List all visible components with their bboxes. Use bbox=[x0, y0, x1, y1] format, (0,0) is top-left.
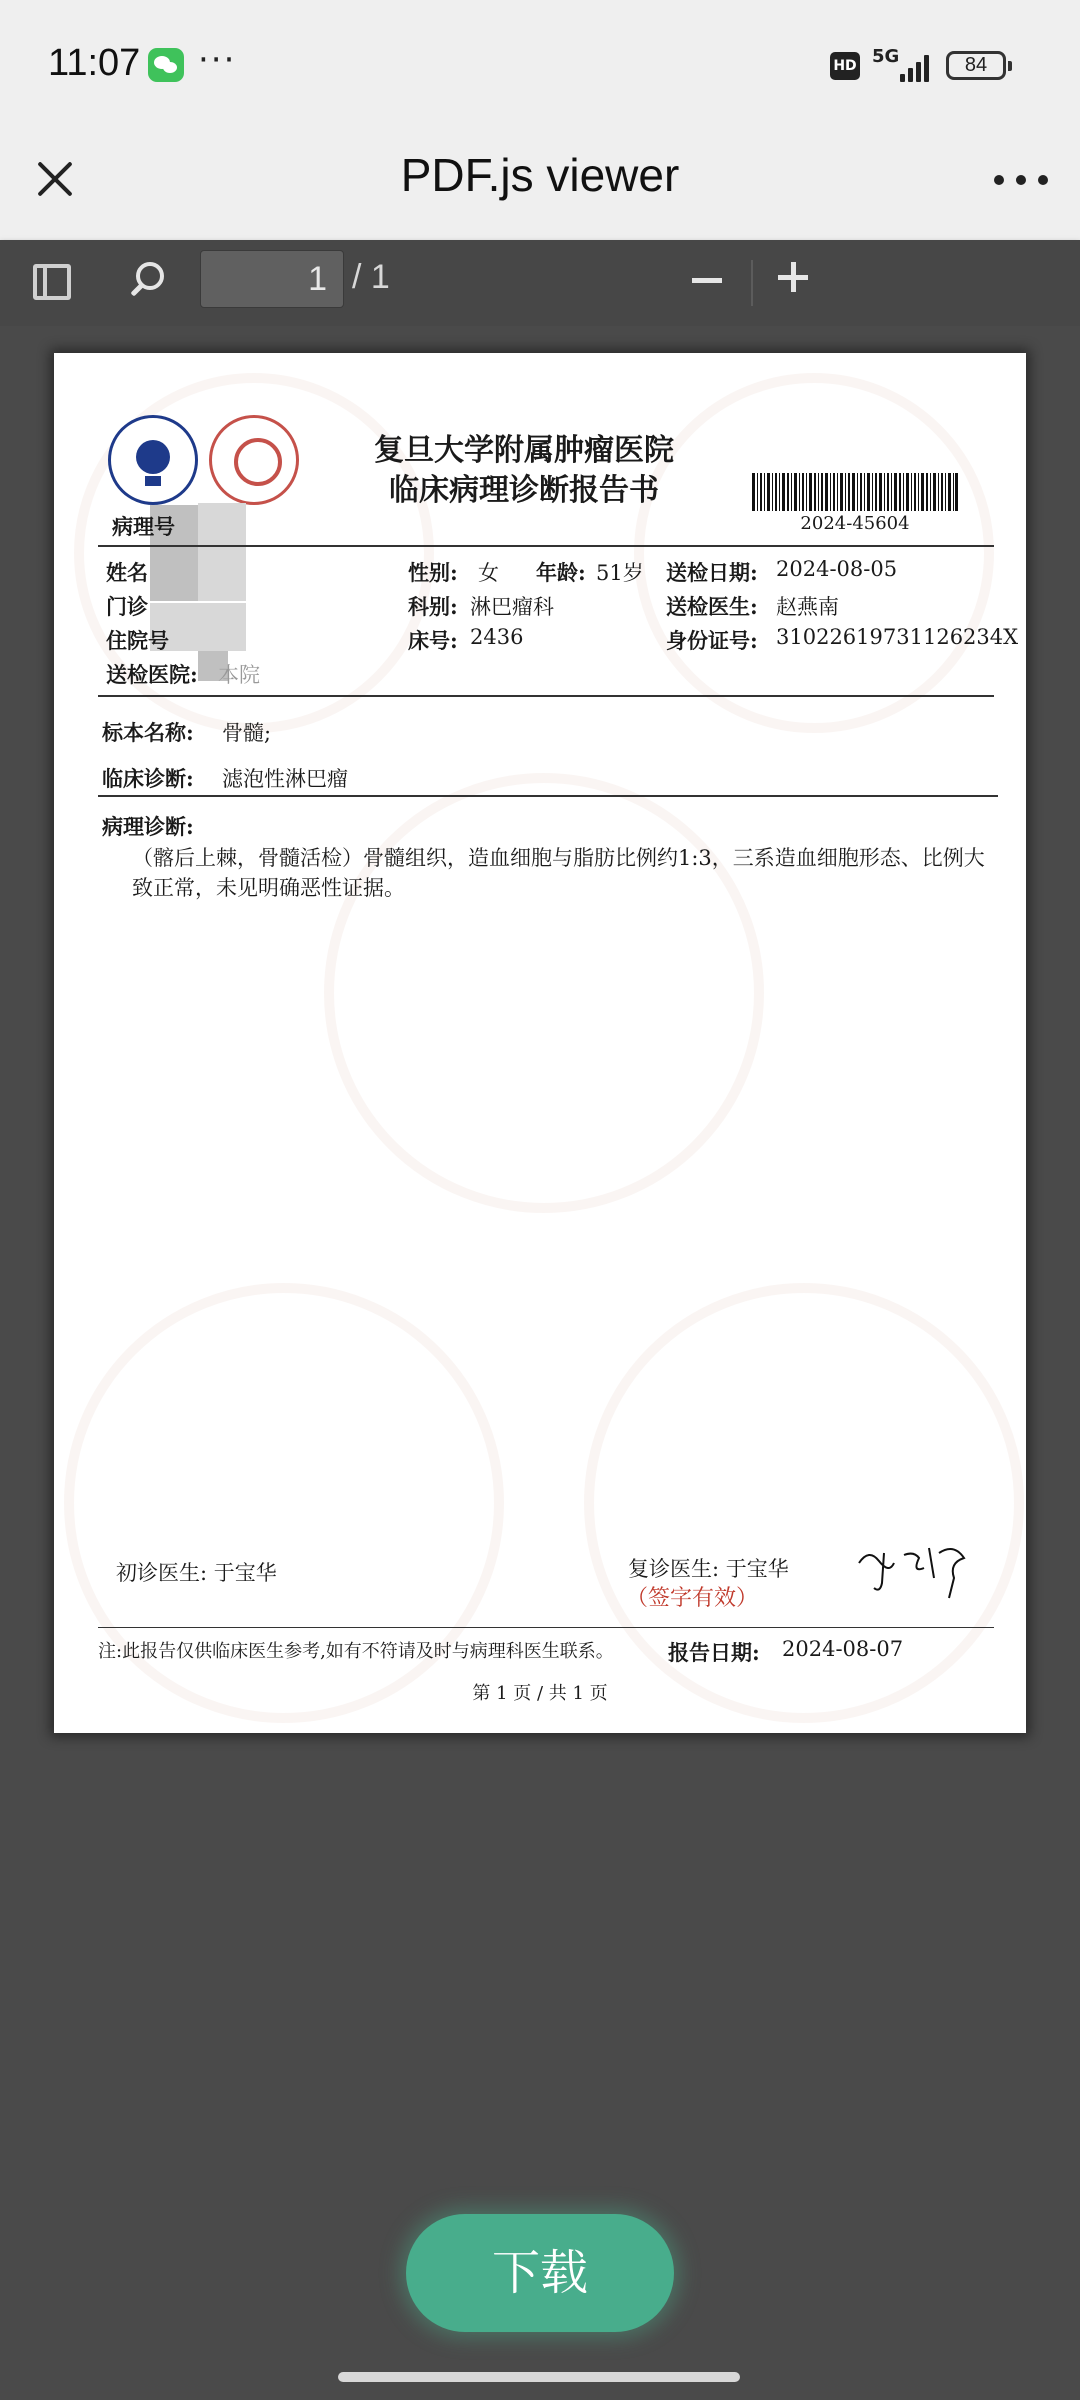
pathology-diagnosis-text: （髂后上棘，骨髓活检）骨髓组织，造血细胞与脂肪比例约1:3，三系造血细胞形态、比例大致正常，未见明确恶性证据。 bbox=[132, 846, 985, 900]
hospital-label: 送检医院: bbox=[106, 662, 198, 687]
notification-more: ··· bbox=[198, 40, 237, 80]
divider bbox=[98, 795, 998, 797]
report-date-label: 报告日期: bbox=[668, 1640, 760, 1665]
redaction-block bbox=[150, 553, 198, 601]
specimen-value: 骨髓; bbox=[222, 721, 272, 745]
zoom-out-icon[interactable] bbox=[692, 278, 722, 283]
sent-doctor-value: 赵燕南 bbox=[776, 595, 839, 619]
inpatient-label: 住院号 bbox=[106, 628, 169, 653]
report-title: 临床病理诊断报告书 bbox=[389, 473, 659, 508]
cancer-center-logo bbox=[108, 415, 198, 505]
status-time: 11:07 bbox=[48, 42, 141, 84]
watermark-seal bbox=[324, 773, 764, 1213]
dept-label: 科别: bbox=[408, 594, 458, 619]
signature-valid-note: （签字有效） bbox=[626, 1586, 759, 1611]
gender-value: 女 bbox=[478, 561, 499, 585]
battery-icon: 84 bbox=[946, 51, 1006, 80]
sent-doctor-label: 送检医生: bbox=[666, 594, 758, 619]
page-number-input[interactable]: 1 bbox=[200, 250, 344, 308]
barcode bbox=[752, 473, 958, 511]
sidebar-toggle-icon[interactable] bbox=[33, 264, 71, 300]
title-bar bbox=[0, 130, 1080, 240]
gender-label: 性别: bbox=[408, 560, 458, 585]
name-label: 姓名 bbox=[106, 560, 148, 585]
status-bar bbox=[0, 0, 1080, 130]
outpatient-label: 门诊 bbox=[106, 594, 148, 619]
handwritten-signature bbox=[854, 1533, 974, 1603]
pathology-no-label: 病理号 bbox=[112, 514, 175, 539]
divider bbox=[98, 545, 994, 547]
network-type: 5G bbox=[872, 46, 900, 67]
sent-date-value: 2024-08-05 bbox=[776, 557, 898, 581]
review-doctor: 复诊医生: 于宝华 bbox=[628, 1557, 789, 1581]
barcode-number: 2024-45604 bbox=[800, 513, 910, 534]
bed-label: 床号: bbox=[408, 628, 458, 653]
id-label: 身份证号: bbox=[666, 628, 758, 653]
page-footer: 第 1 页 / 共 1 页 bbox=[472, 1683, 608, 1704]
age-label: 年龄: bbox=[536, 560, 586, 585]
home-indicator[interactable] bbox=[338, 2372, 740, 2382]
age-value: 51岁 bbox=[596, 561, 644, 585]
dept-value: 淋巴瘤科 bbox=[470, 595, 554, 619]
toolbar-separator bbox=[751, 260, 753, 306]
page-title: PDF.js viewer bbox=[400, 149, 680, 201]
search-icon[interactable] bbox=[126, 260, 166, 304]
more-options-icon[interactable] bbox=[990, 160, 1052, 200]
report-footnote: 注:此报告仅供临床医生参考,如有不符请及时与病理科医生联系。 bbox=[98, 1641, 614, 1662]
divider bbox=[98, 1627, 994, 1628]
specimen-label: 标本名称: bbox=[102, 720, 194, 745]
report-date-value: 2024-08-07 bbox=[782, 1637, 904, 1661]
hospital-value: 本院 bbox=[218, 663, 260, 687]
pathology-dept-logo bbox=[209, 415, 299, 505]
pathology-diagnosis-label: 病理诊断: bbox=[102, 814, 194, 839]
download-button[interactable]: 下载 bbox=[406, 2214, 674, 2332]
divider bbox=[98, 695, 994, 697]
wechat-icon bbox=[148, 48, 184, 82]
hd-badge: HD bbox=[830, 52, 860, 80]
bed-value: 2436 bbox=[470, 625, 524, 649]
signal-icon bbox=[898, 50, 934, 82]
hospital-name: 复旦大学附属肿瘤医院 bbox=[374, 433, 674, 468]
clinical-diagnosis-value: 滤泡性淋巴瘤 bbox=[222, 767, 348, 791]
pdf-toolbar bbox=[0, 240, 1080, 326]
pdf-viewer[interactable] bbox=[0, 326, 1080, 2400]
redaction-block bbox=[198, 603, 246, 651]
pdf-page bbox=[54, 353, 1026, 1733]
sent-date-label: 送检日期: bbox=[666, 560, 758, 585]
redaction-block bbox=[198, 553, 246, 601]
id-value: 31022619731126234X bbox=[776, 625, 1019, 649]
clinical-diagnosis-label: 临床诊断: bbox=[102, 766, 194, 791]
zoom-in-icon[interactable] bbox=[778, 262, 808, 292]
first-doctor: 初诊医生: 于宝华 bbox=[116, 1561, 277, 1585]
page-total: / 1 bbox=[352, 258, 390, 296]
